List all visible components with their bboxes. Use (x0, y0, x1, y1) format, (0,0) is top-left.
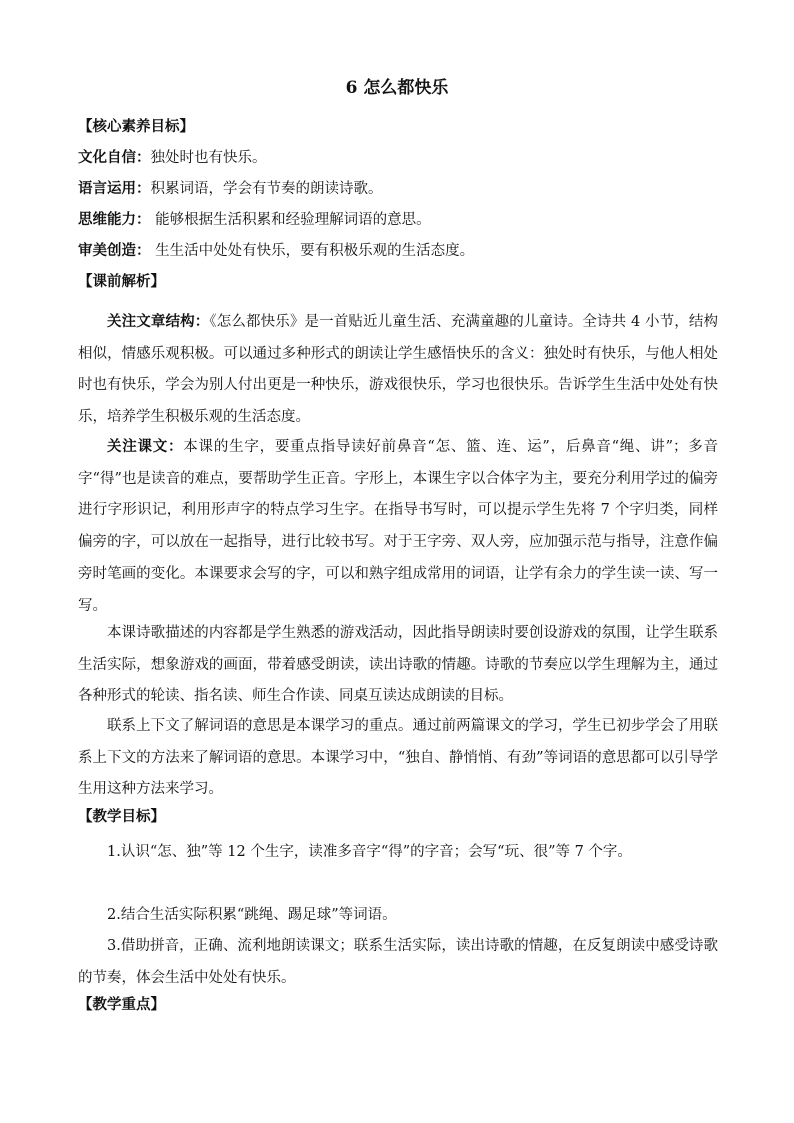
section-heading-teaching-goals: 【教学目标】 (78, 808, 165, 825)
core-goal-language (78, 177, 718, 201)
analysis-text: 《怎么都快乐》是一首贴近儿童生活、充满童趣的儿童诗。全诗共 4 小节，结构相似，情感乐观积极。可以通过多种形式的朗读让学生感悟快乐的含义：独处时有快乐，与他人相处时也有快乐，学会为别人付出更是一种快乐，游戏很快乐，学习也很快乐。告诉学生生活中处处有快乐，培养学生积极乐观的生活态度。 (78, 314, 718, 426)
analysis-label: 关注文章结构： (107, 313, 210, 330)
core-goal-text: 独处时也有快乐。 (150, 150, 267, 166)
analysis-paragraph-reading (78, 618, 718, 713)
teaching-goal-3: 3.借助拼音，正确、流利地朗读课文；联系生活实际，读出诗歌的情趣，在反复朗读中感受诗歌的节奏，体会生活中处处有快乐。 (78, 938, 718, 986)
section-heading-pre-analysis: 【课前解析】 (78, 273, 165, 290)
core-goal-text: 能够根据生活积累和经验理解词语的意思。 (150, 212, 431, 228)
analysis-text: 本课的生字，要重点指导读好前鼻音“怎、篮、连、运”，后鼻音“绳、讲”；多音字“得”也是读音的难点，要帮助学生正音。字形上，本课生字以合体字为主，要充分利用学过的偏旁进行字形识记，利用形声字的特点学习生字。在指导书写时，可以提示学生先将 7 个字归类，同样偏旁的字，可以放在一起指导，进行比较书写。对于王字旁、双人旁，应加强示范与指导，注意作偏旁时笔画的变化。本课要求会写的字，可以和熟字组成常用的词语，让学有余力的学生读一读、写一写。 (78, 439, 718, 614)
analysis-paragraph-structure (78, 306, 718, 434)
teaching-goal-2: 2.结合生活实际积累“跳绳、踢足球”等词语。 (107, 907, 397, 923)
section-heading-core-goals: 【核心素养目标】 (78, 118, 194, 135)
core-goal-text: 积累词语，学会有节奏的朗读诗歌。 (150, 181, 383, 197)
analysis-paragraph-text (78, 431, 718, 622)
core-goal-label: 思维能力： (78, 211, 151, 228)
core-goal-aesthetic (78, 239, 718, 263)
core-goal-thinking (78, 208, 718, 232)
analysis-label: 关注课文： (107, 438, 184, 455)
page-title: 6 怎么都快乐 (345, 78, 449, 98)
core-goal-label: 语言运用： (78, 180, 151, 197)
core-goal-culture (78, 146, 718, 170)
analysis-paragraph-context (78, 711, 718, 806)
analysis-text: 联系上下文了解词语的意思是本课学习的重点。通过前两篇课文的学习，学生已初步学会了用联系上下文的方法来了解词语的意思。本课学习中，“独自、静悄悄、有劲”等词语的意思都可以引导学生用这种方法来学习。 (78, 718, 718, 798)
core-goal-label: 文化自信： (78, 149, 151, 166)
analysis-text: 本课诗歌描述的内容都是学生熟悉的游戏活动，因此指导朗读时要创设游戏的氛围，让学生联系生活实际，想象游戏的画面，带着感受朗读，读出诗歌的情趣。诗歌的节奏应以学生理解为主，通过各种形式的轮读、指名读、师生合作读、同桌互读达成朗读的目标。 (78, 625, 718, 705)
section-heading-teaching-focus: 【教学重点】 (78, 996, 165, 1013)
core-goal-text: 生生活中处处有快乐，要有积极乐观的生活态度。 (150, 243, 475, 259)
teaching-goal-1: 1.认识“怎、独”等 12 个生字，读准多音字“得”的字音；会写“玩、很”等 7 个字。 (107, 844, 632, 860)
core-goal-label: 审美创造： (78, 242, 151, 259)
